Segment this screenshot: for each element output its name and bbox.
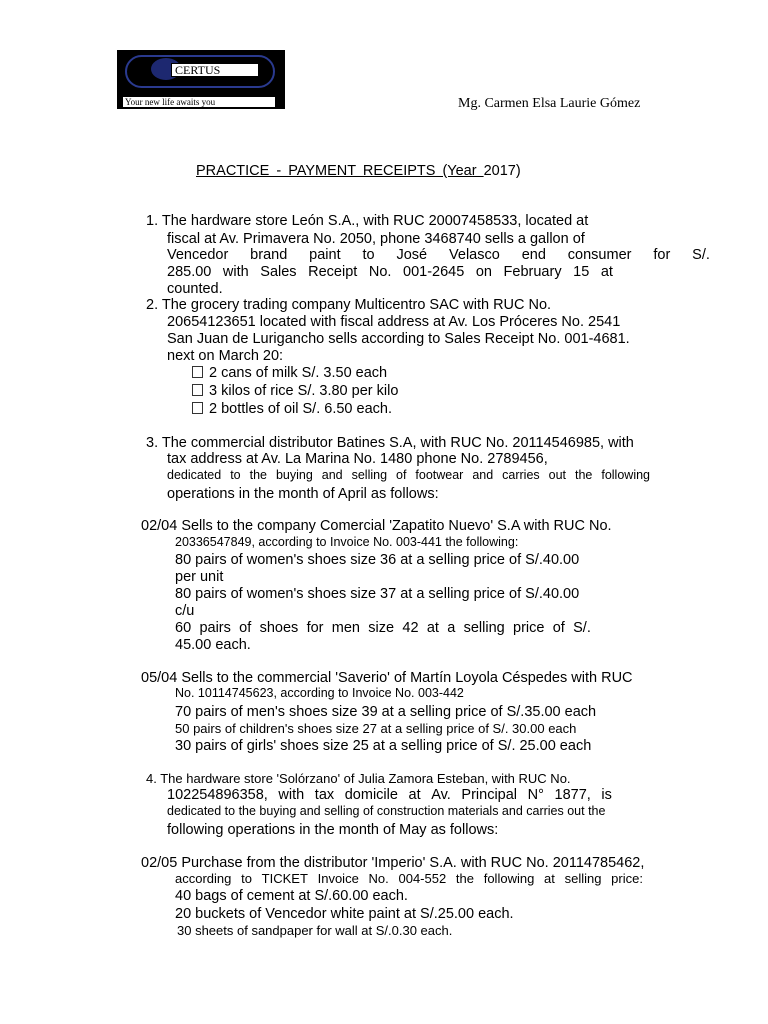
word: Principal — [461, 787, 518, 803]
author-name: Mg. Carmen Elsa Laurie Gómez — [458, 96, 641, 111]
word: is — [601, 787, 612, 803]
word: S/. — [573, 620, 591, 636]
word: following — [601, 468, 650, 482]
logo-tagline: Your new life awaits you — [123, 97, 275, 107]
title-year: 2017) — [483, 163, 521, 179]
word: shoes — [259, 620, 299, 636]
q1-line1: 1. The hardware store León S.A., with RUC 20007458533, located at — [146, 213, 589, 229]
word: with — [278, 787, 305, 803]
word: a — [447, 620, 456, 636]
word: brand — [250, 247, 288, 263]
word: domicile — [344, 787, 398, 803]
word: of — [552, 620, 565, 636]
word: at — [600, 264, 613, 280]
word: consumer — [567, 247, 632, 263]
word: paint — [309, 247, 341, 263]
q1-line5: counted. — [167, 281, 223, 297]
q4-line3: dedicated to the buying and selling of construction materials and carries out the — [167, 804, 606, 818]
word: Sales — [260, 264, 297, 280]
q2-item-text: 2 bottles of oil S/. 6.50 each. — [209, 401, 392, 417]
word: tax — [314, 787, 335, 803]
word: selling — [463, 620, 505, 636]
word: 15 — [573, 264, 590, 280]
q2-line2: 20654123651 located with fiscal address at Av. Los Próceres No. 2541 — [167, 314, 621, 330]
q4-line1: 4. The hardware store 'Solórzano' of Julia Zamora Esteban, with RUC No. — [146, 771, 571, 786]
q2-item-text: 2 cans of milk S/. 3.50 each — [209, 365, 388, 381]
word: at — [408, 787, 421, 803]
word: 004-552 — [398, 871, 447, 886]
word: size — [368, 620, 395, 636]
op2-line1: 05/04 Sells to the commercial 'Saverio' of Martín Loyola Céspedes with RUC — [141, 670, 633, 686]
checkbox-icon — [192, 384, 203, 396]
word: and — [472, 468, 494, 482]
op1-line2: 20336547849, according to Invoice No. 003-441 the following: — [175, 535, 519, 549]
op2-line2: No. 10114745623, according to Invoice No. 003-442 — [175, 686, 464, 700]
word: TICKET — [261, 871, 308, 886]
op1-line4: per unit — [175, 569, 224, 585]
logo-text: CERTUS — [171, 63, 259, 77]
word: of — [396, 468, 407, 482]
word: February — [503, 264, 562, 280]
op1-line5: 80 pairs of women's shoes size 37 at a selling price of S/.40.00 — [175, 586, 580, 602]
op2-line4: 50 pairs of children's shoes size 27 at a selling price of S/. 30.00 each — [175, 721, 577, 736]
word: out — [548, 468, 567, 482]
q3-line3 — [167, 468, 650, 482]
op3-line2 — [175, 871, 643, 886]
op1-line1: 02/04 Sells to the company Comercial 'Zapatito Nuevo' S.A with RUC No. — [141, 518, 612, 534]
title-prefix: PRACTICE - PAYMENT RECEIPTS (Year — [196, 163, 484, 179]
q2-line3: San Juan de Lurigancho sells according to Sales Receipt No. 001-4681. — [167, 331, 630, 347]
op3-line5: 30 sheets of sandpaper for wall at S/.0.30 each. — [177, 923, 453, 938]
word: to — [241, 871, 252, 886]
word: to — [362, 247, 375, 263]
word: buying — [275, 468, 313, 482]
word: 102254896358, — [167, 787, 268, 803]
word: No. — [368, 871, 389, 886]
q4-line2 — [167, 787, 612, 803]
word: at — [426, 620, 439, 636]
q1-line3 — [167, 247, 710, 263]
word: No. — [368, 264, 392, 280]
word: Velasco — [449, 247, 500, 263]
op3-line4: 20 buckets of Vencedor white paint at S/.25.00 each. — [175, 906, 514, 922]
checkbox-icon — [192, 402, 203, 414]
page-title — [196, 163, 521, 179]
op1-line3: 80 pairs of women's shoes size 36 at a selling price of S/.40.00 — [175, 552, 580, 568]
op3-line3: 40 bags of cement at S/.60.00 each. — [175, 888, 408, 904]
word: carries — [502, 468, 540, 482]
op3-line1: 02/05 Purchase from the distributor 'Imperio' S.A. with RUC No. 20114785462, — [141, 855, 645, 871]
word: S/. — [692, 247, 710, 263]
q2-item — [192, 383, 398, 399]
word: Av. — [431, 787, 451, 803]
word: at — [544, 871, 555, 886]
q3-line4: operations in the month of April as follows: — [167, 486, 439, 502]
word: of — [239, 620, 252, 636]
checkbox-icon — [192, 366, 203, 378]
q1-line4 — [167, 264, 613, 280]
word: for — [653, 247, 671, 263]
q2-item — [192, 365, 387, 381]
word: price — [513, 620, 545, 636]
q4-line4: following operations in the month of May as follows: — [167, 822, 499, 838]
q3-line1: 3. The commercial distributor Batines S.A, with RUC No. 20114546985, with — [146, 435, 634, 451]
op1-line7 — [175, 620, 591, 636]
word: 001-2645 — [403, 264, 465, 280]
op2-line5: 30 pairs of girls' shoes size 25 at a selling price of S/. 25.00 each — [175, 738, 592, 754]
word: selling — [564, 871, 602, 886]
q2-line1: 2. The grocery trading company Multicentro SAC with RUC No. — [146, 297, 552, 313]
word: end — [521, 247, 546, 263]
word: 60 — [175, 620, 192, 636]
word: to — [230, 468, 241, 482]
word: 42 — [402, 620, 419, 636]
word: Receipt — [308, 264, 358, 280]
word: according — [175, 871, 232, 886]
word: pairs — [199, 620, 231, 636]
word: footwear — [415, 468, 464, 482]
q1-line2: fiscal at Av. Primavera No. 2050, phone 3468740 sells a gallon of — [167, 231, 585, 247]
word: on — [475, 264, 492, 280]
word: with — [222, 264, 249, 280]
word: dedicated — [167, 468, 222, 482]
certus-logo — [117, 50, 285, 109]
q3-line2: tax address at Av. La Marina No. 1480 phone No. 2789456, — [167, 451, 548, 467]
op2-line3: 70 pairs of men's shoes size 39 at a selling price of S/.35.00 each — [175, 704, 597, 720]
word: men — [331, 620, 360, 636]
word: 1877, — [554, 787, 591, 803]
word: 285.00 — [167, 264, 212, 280]
word: the — [455, 871, 474, 886]
q2-item — [192, 401, 392, 417]
word: José — [396, 247, 428, 263]
word: following — [483, 871, 535, 886]
op1-line6: c/u — [175, 603, 195, 619]
word: selling — [351, 468, 388, 482]
q2-line4: next on March 20: — [167, 348, 284, 364]
word: for — [306, 620, 324, 636]
word: N° — [527, 787, 544, 803]
word: price: — [611, 871, 643, 886]
word: the — [249, 468, 267, 482]
word: Vencedor — [167, 247, 229, 263]
word: and — [321, 468, 343, 482]
op1-line8: 45.00 each. — [175, 637, 251, 653]
word: Invoice — [317, 871, 359, 886]
word: the — [575, 468, 593, 482]
q2-item-text: 3 kilos of rice S/. 3.80 per kilo — [209, 383, 399, 399]
